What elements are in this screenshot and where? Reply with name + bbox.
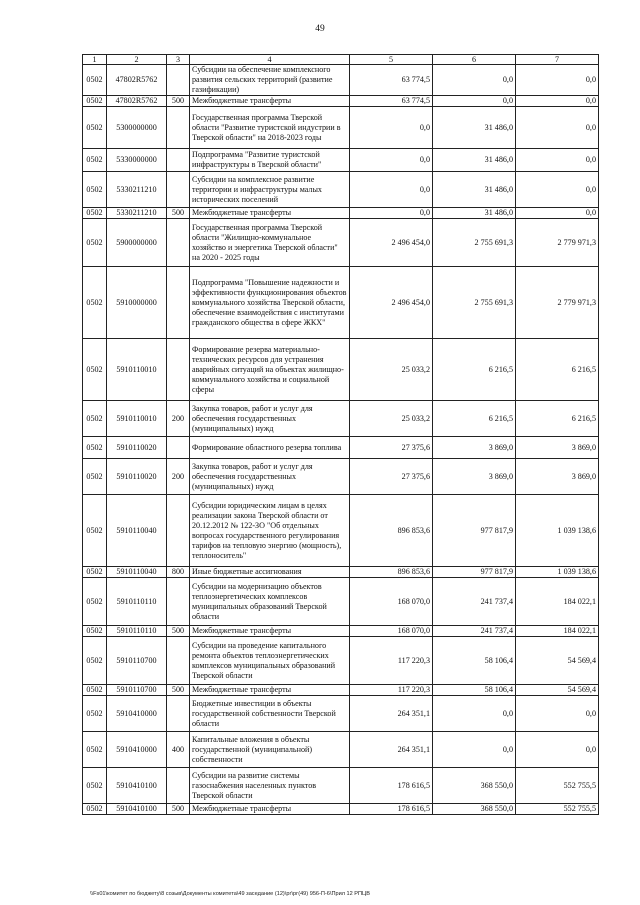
header-col-1: 1 [83, 55, 107, 65]
table-row [83, 732, 599, 768]
value-2022-cell: 27 375,6 [350, 437, 433, 459]
code-cell: 5910110040 [107, 495, 167, 567]
value-2022-cell: 63 774,5 [350, 65, 433, 96]
table-row [83, 219, 599, 267]
value-2024-cell: 0,0 [516, 696, 599, 732]
value-2022-cell: 168 070,0 [350, 578, 433, 626]
code-cell: 5910000000 [107, 267, 167, 339]
type-cell: 500 [167, 685, 190, 696]
table-row [83, 339, 599, 401]
value-2022-cell: 2 496 454,0 [350, 219, 433, 267]
section-cell: 0502 [83, 495, 107, 567]
description-cell: Подпрограмма "Повышение надежности и эффективности функционирования объектов коммунального хозяйства Тверской области, обеспечение взаимодействия с институтами гражданского общества в сфере ЖКХ" [190, 267, 350, 339]
code-cell: 5330000000 [107, 149, 167, 172]
value-2023-cell: 31 486,0 [433, 149, 516, 172]
footer-file-path: \\Fs01\комитет по бюджету\8 созыв\Документы комитета\49 заседание (12)\рг\рг(49) 956-П-6\Прил 12 РПЦВ [90, 891, 370, 897]
code-cell: 5910110040 [107, 567, 167, 578]
value-2022-cell: 178 616,5 [350, 804, 433, 815]
value-2022-cell: 264 351,1 [350, 696, 433, 732]
table-row [83, 107, 599, 149]
description-cell: Государственная программа Тверской области "Жилищно-коммунальное хозяйство и энергетика Тверской области" на 2020 - 2025 годы [190, 219, 350, 267]
type-cell [167, 578, 190, 626]
code-cell: 5300000000 [107, 107, 167, 149]
description-cell: Межбюджетные трансферты [190, 685, 350, 696]
value-2024-cell: 3 869,0 [516, 459, 599, 495]
page-number: 49 [315, 24, 325, 34]
value-2023-cell: 0,0 [433, 65, 516, 96]
section-cell: 0502 [83, 219, 107, 267]
description-cell: Межбюджетные трансферты [190, 626, 350, 637]
description-cell: Закупка товаров, работ и услуг для обеспечения государственных (муниципальных) нужд [190, 459, 350, 495]
value-2022-cell: 117 220,3 [350, 637, 433, 685]
section-cell: 0502 [83, 637, 107, 685]
table-row [83, 626, 599, 637]
value-2024-cell: 54 569,4 [516, 685, 599, 696]
description-cell: Иные бюджетные ассигнования [190, 567, 350, 578]
code-cell: 5330211210 [107, 208, 167, 219]
type-cell [167, 107, 190, 149]
table-row [83, 567, 599, 578]
type-cell: 500 [167, 626, 190, 637]
value-2024-cell: 552 755,5 [516, 768, 599, 804]
budget-table [82, 54, 599, 815]
section-cell: 0502 [83, 696, 107, 732]
type-cell [167, 637, 190, 685]
value-2024-cell: 184 022,1 [516, 578, 599, 626]
type-cell [167, 768, 190, 804]
code-cell: 5910110700 [107, 637, 167, 685]
value-2023-cell: 31 486,0 [433, 107, 516, 149]
type-cell [167, 149, 190, 172]
table-row [83, 578, 599, 626]
table-row [83, 495, 599, 567]
value-2022-cell: 168 070,0 [350, 626, 433, 637]
description-cell: Формирование резерва материально-технических ресурсов для устранения аварийных ситуаций на объектах жилищно-коммунального хозяйства и социальной сферы [190, 339, 350, 401]
type-cell [167, 495, 190, 567]
value-2024-cell: 184 022,1 [516, 626, 599, 637]
description-cell: Закупка товаров, работ и услуг для обеспечения государственных (муниципальных) нужд [190, 401, 350, 437]
header-col-5: 5 [350, 55, 433, 65]
type-cell: 200 [167, 459, 190, 495]
value-2024-cell: 0,0 [516, 208, 599, 219]
type-cell [167, 339, 190, 401]
value-2024-cell: 0,0 [516, 65, 599, 96]
value-2022-cell: 27 375,6 [350, 459, 433, 495]
description-cell: Капитальные вложения в объекты государственной (муниципальной) собственности [190, 732, 350, 768]
description-cell: Государственная программа Тверской области "Развитие туристской индустрии в Тверской области" на 2018-2023 годы [190, 107, 350, 149]
description-cell: Субсидии юридическим лицам в целях реализации закона Тверской области от 20.12.2012 № 122-ЗО "Об отдельных вопросах государственного регулирования тарифов на тепловую энергию (мощность), теплоноситель" [190, 495, 350, 567]
code-cell: 5330211210 [107, 172, 167, 208]
header-col-7: 7 [516, 55, 599, 65]
code-cell: 5910410100 [107, 804, 167, 815]
code-cell: 5910110010 [107, 339, 167, 401]
value-2023-cell: 0,0 [433, 732, 516, 768]
code-cell: 47802R5762 [107, 65, 167, 96]
value-2023-cell: 3 869,0 [433, 459, 516, 495]
table-row [83, 637, 599, 685]
type-cell: 500 [167, 208, 190, 219]
value-2024-cell: 552 755,5 [516, 804, 599, 815]
section-cell: 0502 [83, 267, 107, 339]
table-row [83, 96, 599, 107]
value-2024-cell: 2 779 971,3 [516, 219, 599, 267]
table-row [83, 149, 599, 172]
description-cell: Подпрограмма "Развитие туристской инфраструктуры в Тверской области" [190, 149, 350, 172]
value-2022-cell: 63 774,5 [350, 96, 433, 107]
value-2023-cell: 58 106,4 [433, 685, 516, 696]
value-2023-cell: 241 737,4 [433, 578, 516, 626]
header-col-2: 2 [107, 55, 167, 65]
value-2024-cell: 1 039 138,6 [516, 495, 599, 567]
section-cell: 0502 [83, 96, 107, 107]
value-2024-cell: 54 569,4 [516, 637, 599, 685]
header-col-6: 6 [433, 55, 516, 65]
section-cell: 0502 [83, 768, 107, 804]
table-row [83, 437, 599, 459]
value-2022-cell: 25 033,2 [350, 339, 433, 401]
header-row [83, 55, 599, 65]
value-2023-cell: 0,0 [433, 696, 516, 732]
value-2023-cell: 6 216,5 [433, 339, 516, 401]
description-cell: Межбюджетные трансферты [190, 208, 350, 219]
section-cell: 0502 [83, 804, 107, 815]
section-cell: 0502 [83, 65, 107, 96]
description-cell: Субсидии на модернизацию объектов теплоэнергетических комплексов муниципальных образований Тверской области [190, 578, 350, 626]
value-2022-cell: 264 351,1 [350, 732, 433, 768]
code-cell: 5910110010 [107, 401, 167, 437]
table-row [83, 768, 599, 804]
value-2022-cell: 25 033,2 [350, 401, 433, 437]
description-cell: Формирование областного резерва топлива [190, 437, 350, 459]
section-cell: 0502 [83, 459, 107, 495]
type-cell: 500 [167, 96, 190, 107]
table-row [83, 685, 599, 696]
value-2024-cell: 0,0 [516, 107, 599, 149]
description-cell: Межбюджетные трансферты [190, 96, 350, 107]
type-cell: 200 [167, 401, 190, 437]
value-2024-cell: 0,0 [516, 149, 599, 172]
value-2023-cell: 2 755 691,3 [433, 219, 516, 267]
value-2024-cell: 6 216,5 [516, 339, 599, 401]
value-2023-cell: 31 486,0 [433, 172, 516, 208]
value-2024-cell: 0,0 [516, 732, 599, 768]
header-col-4: 4 [190, 55, 350, 65]
type-cell [167, 65, 190, 96]
value-2024-cell: 0,0 [516, 172, 599, 208]
type-cell [167, 172, 190, 208]
type-cell: 800 [167, 567, 190, 578]
value-2022-cell: 117 220,3 [350, 685, 433, 696]
type-cell [167, 267, 190, 339]
value-2023-cell: 31 486,0 [433, 208, 516, 219]
table-row [83, 459, 599, 495]
table-row [83, 401, 599, 437]
value-2023-cell: 3 869,0 [433, 437, 516, 459]
value-2022-cell: 0,0 [350, 149, 433, 172]
value-2022-cell: 178 616,5 [350, 768, 433, 804]
section-cell: 0502 [83, 626, 107, 637]
code-cell: 5910110020 [107, 459, 167, 495]
value-2023-cell: 58 106,4 [433, 637, 516, 685]
code-cell: 5910110110 [107, 626, 167, 637]
section-cell: 0502 [83, 437, 107, 459]
table-row [83, 65, 599, 96]
value-2024-cell: 1 039 138,6 [516, 567, 599, 578]
value-2022-cell: 0,0 [350, 208, 433, 219]
code-cell: 5910110110 [107, 578, 167, 626]
value-2022-cell: 2 496 454,0 [350, 267, 433, 339]
section-cell: 0502 [83, 107, 107, 149]
section-cell: 0502 [83, 172, 107, 208]
value-2023-cell: 6 216,5 [433, 401, 516, 437]
code-cell: 5910110020 [107, 437, 167, 459]
code-cell: 5910410000 [107, 732, 167, 768]
value-2023-cell: 368 550,0 [433, 768, 516, 804]
value-2023-cell: 2 755 691,3 [433, 267, 516, 339]
value-2023-cell: 977 817,9 [433, 495, 516, 567]
table-row [83, 696, 599, 732]
code-cell: 5910410000 [107, 696, 167, 732]
value-2024-cell: 2 779 971,3 [516, 267, 599, 339]
value-2022-cell: 896 853,6 [350, 495, 433, 567]
description-cell: Субсидии на развитие системы газоснабжения населенных пунктов Тверской области [190, 768, 350, 804]
code-cell: 5910110700 [107, 685, 167, 696]
description-cell: Межбюджетные трансферты [190, 804, 350, 815]
value-2024-cell: 6 216,5 [516, 401, 599, 437]
section-cell: 0502 [83, 149, 107, 172]
type-cell [167, 219, 190, 267]
value-2023-cell: 241 737,4 [433, 626, 516, 637]
table-row [83, 804, 599, 815]
section-cell: 0502 [83, 578, 107, 626]
table-row [83, 267, 599, 339]
value-2024-cell: 3 869,0 [516, 437, 599, 459]
description-cell: Субсидии на комплексное развитие территории и инфраструктуры малых исторических поселений [190, 172, 350, 208]
section-cell: 0502 [83, 567, 107, 578]
description-cell: Субсидии на проведение капитального ремонта объектов теплоэнергетических комплексов муниципальных образований Тверской области [190, 637, 350, 685]
code-cell: 5900000000 [107, 219, 167, 267]
section-cell: 0502 [83, 339, 107, 401]
type-cell [167, 696, 190, 732]
section-cell: 0502 [83, 732, 107, 768]
value-2023-cell: 0,0 [433, 96, 516, 107]
code-cell: 47802R5762 [107, 96, 167, 107]
type-cell: 500 [167, 804, 190, 815]
description-cell: Субсидии на обеспечение комплексного развития сельских территорий (развитие газификации) [190, 65, 350, 96]
code-cell: 5910410100 [107, 768, 167, 804]
table-row [83, 208, 599, 219]
value-2022-cell: 896 853,6 [350, 567, 433, 578]
header-col-3: 3 [167, 55, 190, 65]
value-2024-cell: 0,0 [516, 96, 599, 107]
table-body [83, 65, 599, 815]
type-cell [167, 437, 190, 459]
value-2022-cell: 0,0 [350, 172, 433, 208]
section-cell: 0502 [83, 401, 107, 437]
value-2023-cell: 977 817,9 [433, 567, 516, 578]
table-row [83, 172, 599, 208]
value-2022-cell: 0,0 [350, 107, 433, 149]
section-cell: 0502 [83, 685, 107, 696]
type-cell: 400 [167, 732, 190, 768]
section-cell: 0502 [83, 208, 107, 219]
value-2023-cell: 368 550,0 [433, 804, 516, 815]
description-cell: Бюджетные инвестиции в объекты государственной собственности Тверской области [190, 696, 350, 732]
